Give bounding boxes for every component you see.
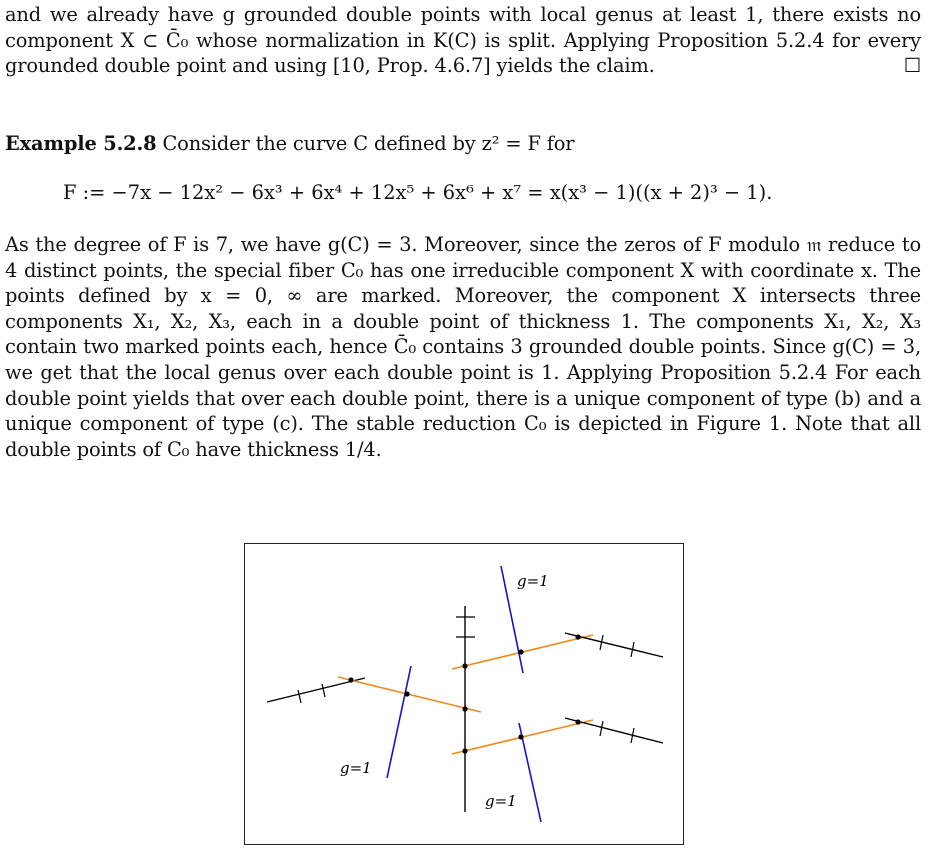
- paragraph-2: As the degree of F is 7, we have g(C) = 3. Moreover, since the zeros of F modulo 𝔪 reduce to 4 distinct points, the special fiber C₀ has one irreducible component X with coordinate x. The points defined by x = 0, ∞ are marked. Moreover, the component X intersects three components X₁, X₂, X₃, each in a double point of thickness 1. The components X₁, X₂, X₃ contain two marked points each, hence C̄₀ contains 3 grounded double points. Since g(C) = 3, we get that the local genus over each double point is 1. Applying Proposition 5.2.4 For each double point yields that over each double point, there is a unique component of type (b) and a unique component of type (c). The stable reduction C₀ is depicted in Figure 1. Note that all double points of C₀ have thickness 1/4.: [5, 233, 921, 461]
- genus-label-left: g=1: [340, 759, 372, 777]
- tick-mark: [298, 690, 301, 703]
- double-point: [575, 719, 580, 724]
- example-label: Example 5.2.8: [5, 132, 157, 155]
- example-intro: Consider the curve C defined by z² = F for: [162, 132, 575, 155]
- double-point: [404, 691, 409, 696]
- double-point: [462, 706, 467, 711]
- paragraph-1-text: and we already have g grounded double points with local genus at least 1, there exists no component X ⊂ C̄₀ whose normalization in K(C) is split. Applying Proposition 5.2.4 for every grounded double point and using [10, Prop. 4.6.7] yields the claim.: [5, 3, 921, 78]
- display-formula: F := −7x − 12x² − 6x³ + 6x⁴ + 12x⁵ + 6x⁶ + x⁷ = x(x³ − 1)((x + 2)³ − 1).: [63, 181, 773, 204]
- paragraph-continuation: [5, 2, 921, 79]
- genus-label-lower: g=1: [485, 792, 517, 810]
- double-point: [348, 677, 353, 682]
- stable-reduction-diagram: [245, 544, 685, 846]
- tick-mark: [322, 684, 325, 697]
- blue-component-left: [387, 666, 411, 778]
- genus-label-upper: g=1: [517, 572, 549, 590]
- double-point: [518, 734, 523, 739]
- double-point: [462, 663, 467, 668]
- figure-1: [244, 543, 684, 845]
- tick-mark: [600, 721, 603, 736]
- example-heading: [5, 131, 921, 157]
- double-point: [462, 748, 467, 753]
- double-point: [518, 649, 523, 654]
- qed-symbol: ☐: [903, 54, 921, 78]
- double-point: [575, 634, 580, 639]
